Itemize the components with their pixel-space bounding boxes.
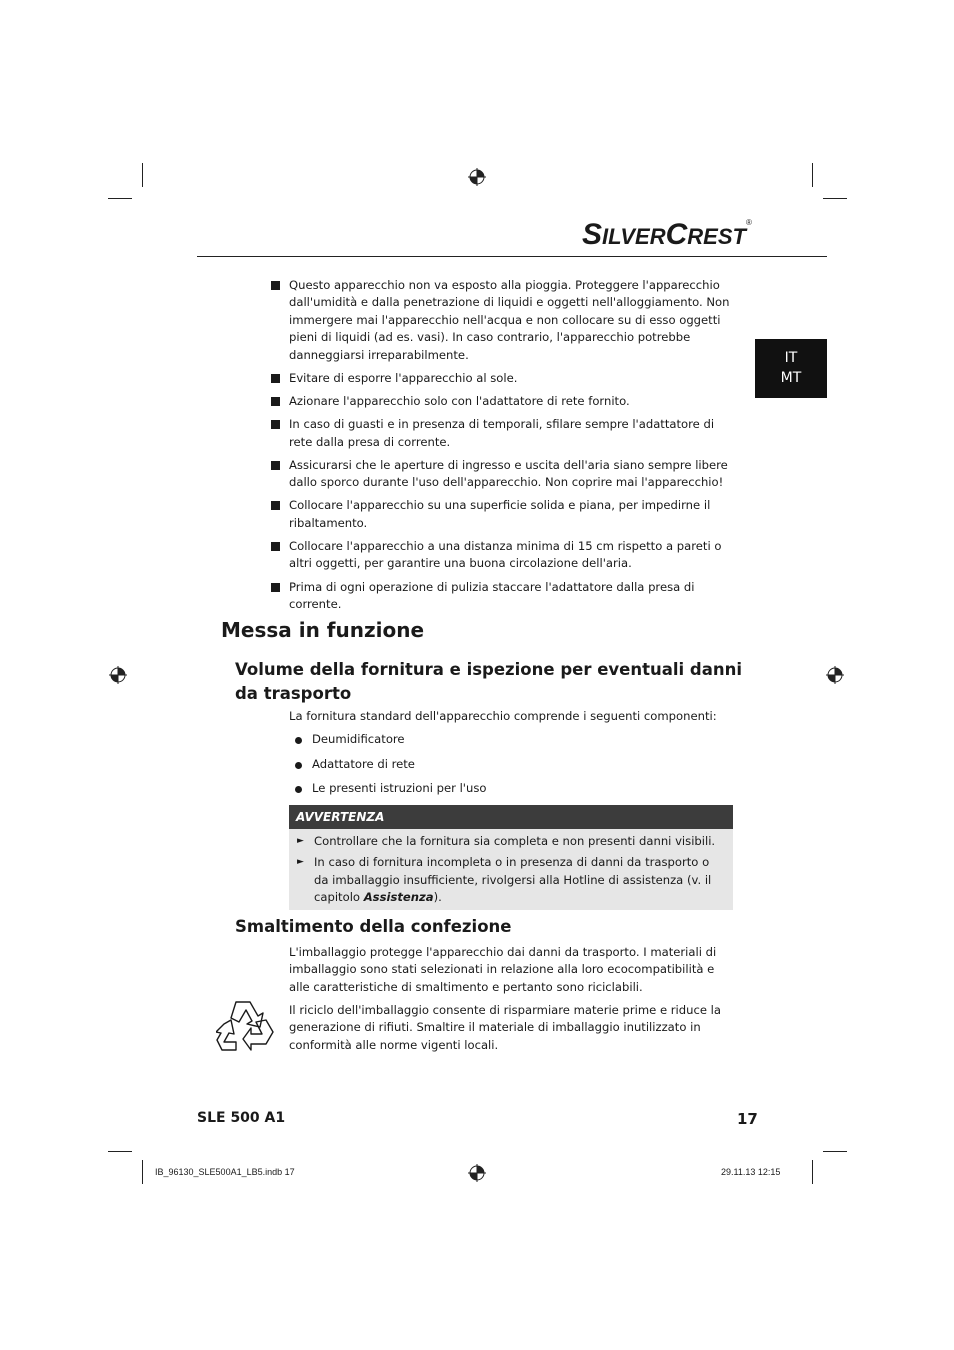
list-item: Collocare l'apparecchio a una distanza minima di 15 cm rispetto a pareti o altri oggetti, per garantire una buona circolazione dell'aria. — [271, 538, 733, 573]
warning-box — [289, 805, 733, 910]
print-slug-file: IB_96130_SLE500A1_LB5.indb 17 — [155, 1167, 295, 1177]
list-item: Evitare di esporre l'apparecchio al sole. — [271, 370, 733, 387]
subsection-title: Smaltimento della confezione — [235, 917, 512, 936]
warning-item: ► Controllare che la fornitura sia completa e non presenti danni visibili. — [289, 833, 733, 850]
square-bullet-icon — [271, 583, 280, 592]
registration-mark-icon — [468, 168, 486, 186]
round-bullet-icon — [295, 762, 302, 769]
contents-list — [295, 731, 486, 805]
brand-logo: SILVERCREST® — [582, 218, 752, 251]
list-item: Le presenti istruzioni per l'uso — [295, 780, 486, 805]
crop-mark — [142, 163, 143, 187]
square-bullet-icon — [271, 501, 280, 510]
paragraph: L'imballaggio protegge l'apparecchio dai danni da trasporto. I materiali di imballaggio sono stati selezionati in relazione alla loro ecocompatibilità e alle caratteristiche di smaltimento e pertanto sono riciclabili. — [289, 945, 717, 994]
list-item: Prima di ogni operazione di pulizia staccare l'adattatore dalla presa di corrente. — [271, 579, 733, 614]
registration-mark-icon — [826, 666, 844, 684]
arrow-bullet-icon: ► — [297, 836, 304, 846]
registration-mark-icon — [109, 666, 127, 684]
square-bullet-icon — [271, 374, 280, 383]
language-code: MT — [780, 370, 802, 386]
square-bullet-icon — [271, 281, 280, 290]
language-code: IT — [784, 350, 798, 366]
page-number: 17 — [737, 1110, 758, 1128]
list-item: Assicurarsi che le aperture di ingresso e uscita dell'aria siano sempre libere dallo sporco durante l'uso dell'apparecchio. Non coprire mai l'apparecchio! — [271, 457, 733, 492]
print-slug-date: 29.11.13 12:15 — [721, 1167, 781, 1177]
list-item: Adattatore di rete — [295, 756, 486, 781]
crop-mark — [142, 1160, 143, 1184]
round-bullet-icon — [295, 737, 302, 744]
subsection-title: Volume della fornitura e ispezione per eventuali danni da trasporto — [235, 660, 743, 703]
recycle-icon — [216, 998, 274, 1052]
square-bullet-icon — [271, 542, 280, 551]
model-number: SLE 500 A1 — [197, 1110, 286, 1126]
square-bullet-icon — [271, 397, 280, 406]
safety-list — [271, 277, 733, 619]
paragraph: Il riciclo dell'imballaggio consente di risparmiare materie prime e riduce la generazione di rifiuti. Smaltire il materiale di imballaggio inutilizzato in conformità alle norme vigenti locali. — [289, 1003, 721, 1052]
square-bullet-icon — [271, 420, 280, 429]
crop-mark — [812, 163, 813, 187]
crop-mark — [823, 1151, 847, 1152]
language-tab — [755, 339, 827, 398]
crop-mark — [108, 198, 132, 199]
warning-item: ► In caso di fornitura incompleta o in presenza di danni da trasporto o da imballaggio insufficiente, rivolgersi alla Hotline di assistenza (v. il capitolo Assistenza). — [297, 855, 712, 905]
round-bullet-icon — [295, 786, 302, 793]
square-bullet-icon — [271, 461, 280, 470]
registration-mark-icon — [468, 1164, 486, 1182]
arrow-bullet-icon: ► — [297, 857, 304, 868]
list-item: Collocare l'apparecchio su una superficie solida e piana, per impedirne il ribaltamento. — [271, 497, 733, 532]
crop-mark — [823, 198, 847, 199]
intro-paragraph: La fornitura standard dell'apparecchio comprende i seguenti componenti: — [289, 709, 717, 723]
warning-heading: AVVERTENZA — [289, 805, 733, 829]
list-item: In caso di guasti e in presenza di temporali, sfilare sempre l'adattatore di rete dalla presa di corrente. — [271, 416, 733, 451]
list-item: Deumidificatore — [295, 731, 486, 756]
list-item: Questo apparecchio non va esposto alla pioggia. Proteggere l'apparecchio dall'umidità e dalla penetrazione di liquidi e oggetti nell'alloggiamento. Non immergere mai l'apparecchio nell'acqua e non collocare su di esso oggetti pieni di liquidi (ad es. vasi). In caso contrario, l'apparecchio potrebbe danneggiarsi irreparabilmente. — [271, 277, 733, 364]
header-rule — [197, 256, 827, 257]
crop-mark — [812, 1160, 813, 1184]
crop-mark — [108, 1151, 132, 1152]
list-item: Azionare l'apparecchio solo con l'adattatore di rete fornito. — [271, 393, 733, 410]
section-title: Messa in funzione — [221, 618, 425, 642]
